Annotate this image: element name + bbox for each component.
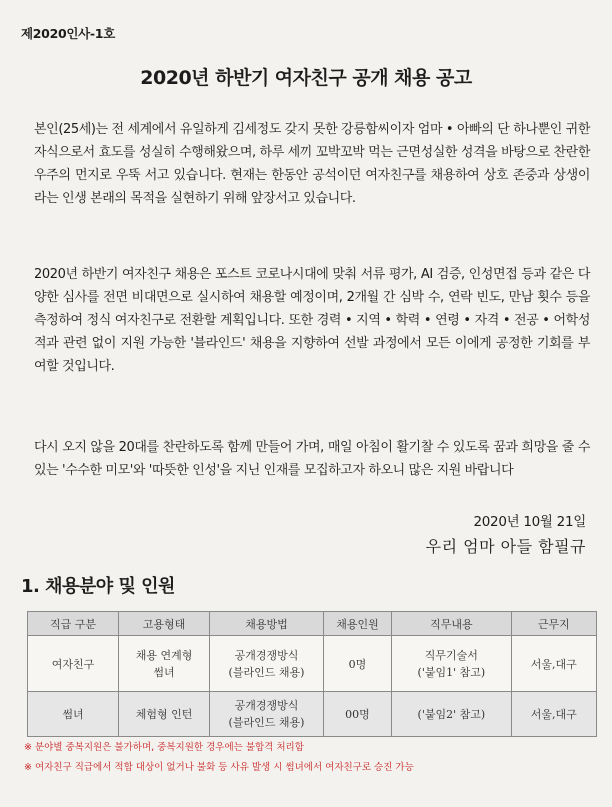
cell-line: ('붙임2' 참고) (417, 707, 486, 721)
recruitment-table (27, 611, 597, 737)
table-row (28, 692, 597, 737)
section-title: 1. 채용분야 및 인원 (21, 576, 175, 597)
method-cell (210, 636, 324, 692)
cell-line: 공개경쟁방식 (234, 699, 299, 712)
position-cell: 썸녀 (28, 692, 119, 737)
closing-paragraph: 다시 오지 않을 20대를 찬란하도록 함께 만들어 가며, 매일 아침이 활기찰 수 있도록 꿈과 희망을 줄 수 있는 '수수한 미모'와 '따뜻한 인성'을 지닌 인재를 모집하고자 하오니 많은 지원 바랍니다 (34, 440, 590, 478)
document-number: 제2020인사-1호 (21, 26, 115, 41)
table-notes (24, 738, 414, 778)
location-cell: 서울,대구 (511, 636, 596, 692)
employment-cell (119, 692, 210, 737)
position-cell: 여자친구 (28, 636, 119, 692)
note-item: ※ 분야별 중복지원은 불가하며, 중복지원한 경우에는 불합격 처리함 (24, 742, 304, 753)
employment-cell (119, 636, 210, 692)
cell-line: (블라인드 채용) (228, 716, 305, 729)
cell-line: 썸녀 (153, 665, 175, 679)
count-cell: 0명 (323, 636, 391, 692)
intro-paragraph: 본인(25세)는 전 세계에서 유일하게 김세정도 갖지 못한 강릉함씨이자 엄마 • 아빠의 단 하나뿐인 귀한 자식으로서 효도를 성실히 수행해왔으며, 하루 세끼 꼬박꼬박 먹는 근면성실한 성격을 바탕으로 찬란한 우주의 먼지로 우뚝 서고 있습니다. 현재는 한동안 공석이던 여자친구를 채용하여 상호 존중과 상생이라는 인생 본래의 목적을 실현하기 위해 앞장서고 있습니다. (34, 122, 590, 206)
hiring-process-paragraph: 2020년 하반기 여자친구 채용은 포스트 코로나시대에 맞춰 서류 평가, AI 검증, 인성면접 등과 같은 다양한 심사를 전면 비대면으로 실시하여 채용할 예정이며, 2개월 간 심박 수, 연락 빈도, 만남 횟수 등을 측정하여 정식 여자친구로 전환할 계획입니다. 또한 경력 • 지역 • 학력 • 연령 • 자격 • 전공 • 어학성적과 관련 없이 지원 가능한 '블라인드' 채용을 지향하여 선발 과정에서 모든 이에게 공정한 기회를 부여할 것입니다. (34, 267, 590, 374)
page-title: 2020년 하반기 여자친구 공개 채용 공고 (140, 67, 472, 89)
cell-line: 공개경쟁방식 (234, 648, 299, 662)
cell-line: 체험형 인턴 (135, 707, 193, 721)
signer-name: 우리 엄마 아들 함필규 (425, 537, 586, 556)
cell-line: 직무기술서 (424, 648, 478, 662)
table-header: 채용인원 (323, 612, 391, 636)
table-header: 고용형태 (119, 612, 210, 636)
table-header: 근무지 (511, 612, 596, 636)
cell-line: 채용 연계형 (135, 648, 193, 662)
announcement-date: 2020년 10월 21일 (473, 514, 586, 530)
method-cell (210, 692, 324, 737)
table-header: 직무내용 (392, 612, 511, 636)
table-row (28, 636, 597, 692)
note-item: ※ 여자친구 직급에서 적합 대상이 없거나 불화 등 사유 발생 시 썸녀에서 여자친구로 승진 가능 (24, 762, 414, 773)
duty-cell (392, 636, 511, 692)
table-header: 직급 구분 (28, 612, 119, 636)
cell-line: ('붙임1' 참고) (417, 665, 486, 679)
table-header: 채용방법 (210, 612, 324, 636)
location-cell: 서울,대구 (511, 692, 596, 737)
table-header-row (28, 612, 597, 636)
cell-line: (블라인드 채용) (228, 665, 305, 679)
count-cell: 00명 (323, 692, 391, 737)
duty-cell (392, 692, 511, 737)
